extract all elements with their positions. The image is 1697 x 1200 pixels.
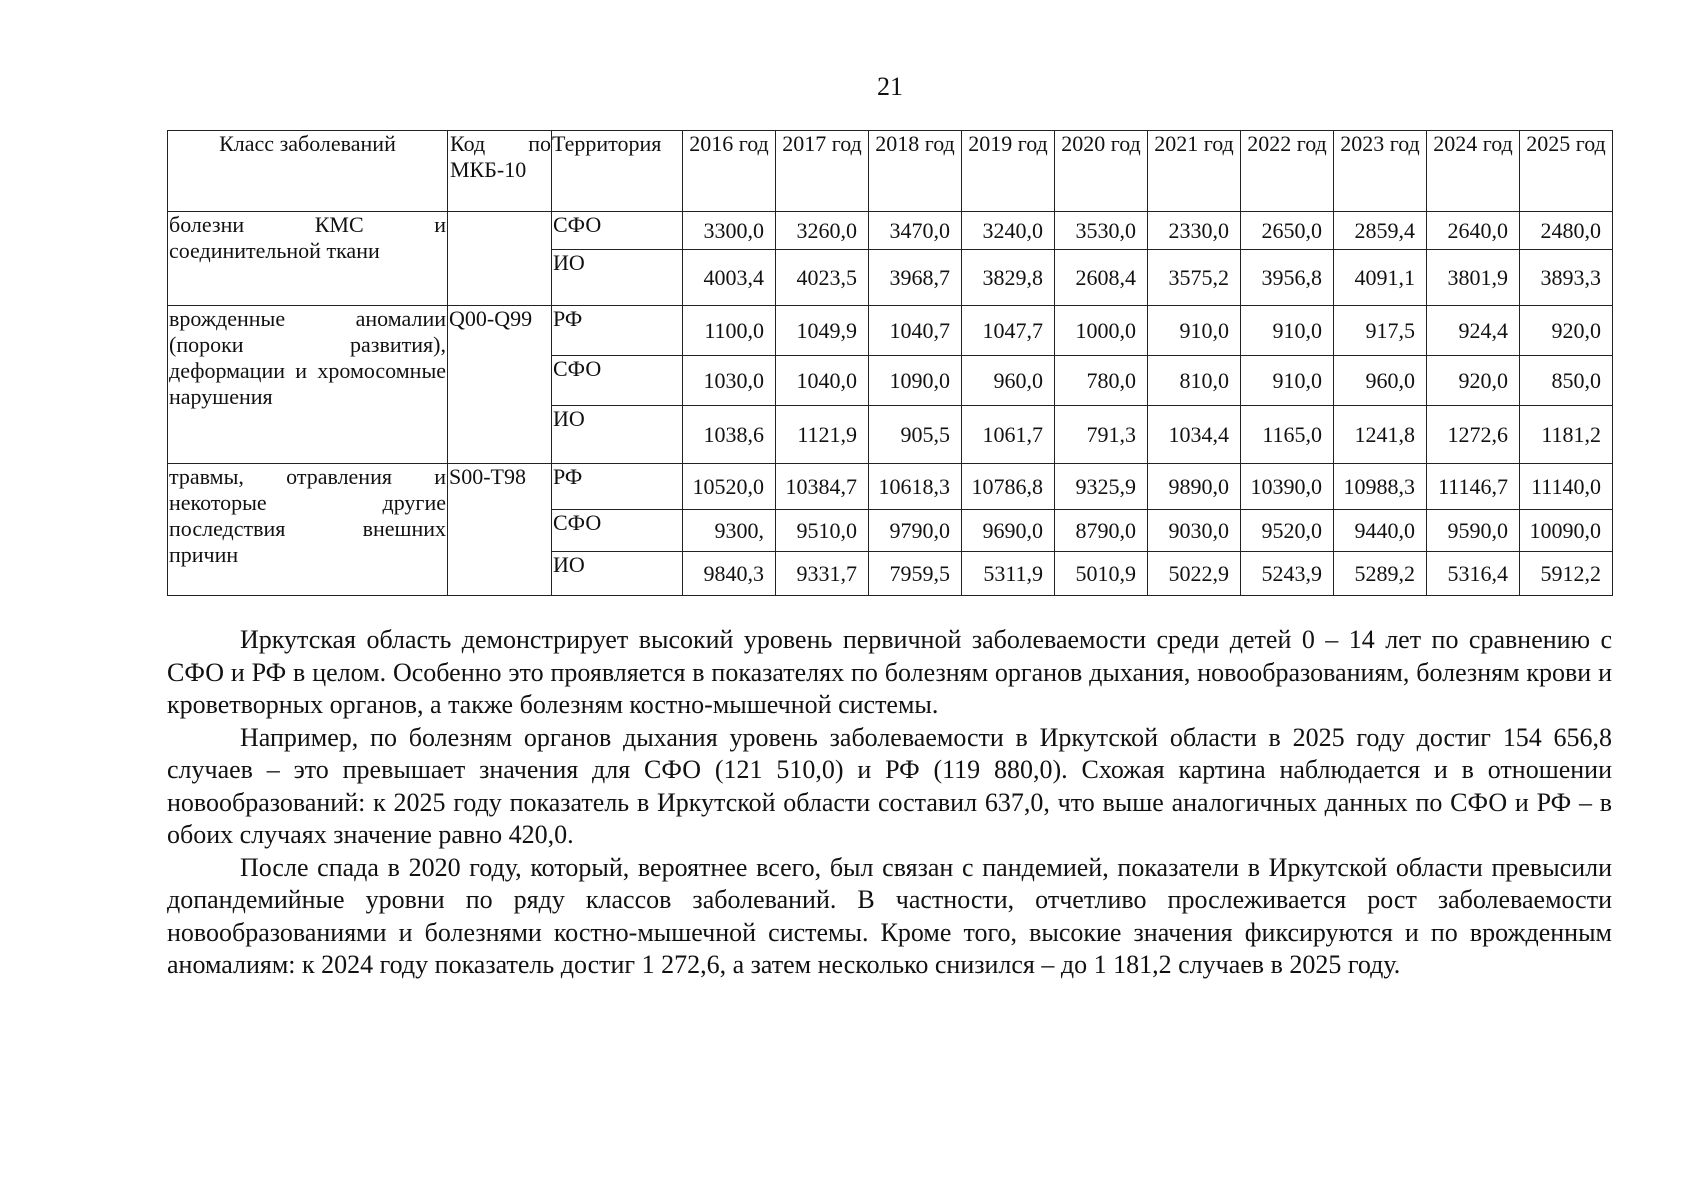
value-cell: 3530,0 [1055,212,1148,250]
value-cell: 9890,0 [1148,464,1241,510]
value-cell: 3260,0 [776,212,869,250]
value-cell: 924,4 [1427,306,1520,356]
territory-cell: РФ [552,464,683,510]
value-cell: 917,5 [1334,306,1427,356]
value-cell: 791,3 [1055,406,1148,464]
value-cell: 1100,0 [683,306,776,356]
value-cell: 920,0 [1520,306,1613,356]
value-cell: 3300,0 [683,212,776,250]
header-year: 2017 год [776,131,869,212]
header-year: 2025 год [1520,131,1613,212]
value-cell: 4023,5 [776,250,869,306]
value-cell: 10786,8 [962,464,1055,510]
value-cell: 5022,9 [1148,552,1241,596]
value-cell: 1030,0 [683,356,776,406]
value-cell: 1034,4 [1148,406,1241,464]
value-cell: 5316,4 [1427,552,1520,596]
body-text [167,624,1612,982]
value-cell: 1040,7 [869,306,962,356]
value-cell: 850,0 [1520,356,1613,406]
value-cell: 3575,2 [1148,250,1241,306]
value-cell: 9325,9 [1055,464,1148,510]
value-cell: 11140,0 [1520,464,1613,510]
value-cell: 10520,0 [683,464,776,510]
value-cell: 780,0 [1055,356,1148,406]
value-cell: 10384,7 [776,464,869,510]
header-year: 2019 год [962,131,1055,212]
value-cell: 10988,3 [1334,464,1427,510]
value-cell: 905,5 [869,406,962,464]
territory-cell: ИО [552,552,683,596]
paragraph: После спада в 2020 году, который, вероятнее всего, был связан с пандемией, показатели в Иркутской области превысили допандемийные уровни по ряду классов заболеваний. В частности, отчетливо прослеживается рост заболеваемости новообразованиями и болезнями костно-мышечной системы. Кроме того, высокие значения фиксируются и по врожденным аномалиям: к 2024 году показатель достиг 1 272,6, а затем несколько снизился – до 1 181,2 случаев в 2025 году. [167,852,1612,979]
icd-code-cell: S00-T98 [448,464,552,596]
table-row [168,306,1613,356]
header-year: 2021 год [1148,131,1241,212]
header-code: Код по МКБ-10 [448,131,552,212]
value-cell: 1049,9 [776,306,869,356]
header-year: 2020 год [1055,131,1148,212]
value-cell: 1181,2 [1520,406,1613,464]
value-cell: 910,0 [1241,356,1334,406]
value-cell: 920,0 [1427,356,1520,406]
value-cell: 9790,0 [869,510,962,552]
table-row [168,464,1613,510]
value-cell: 11146,7 [1427,464,1520,510]
value-cell: 3968,7 [869,250,962,306]
territory-cell: СФО [552,510,683,552]
value-cell: 1241,8 [1334,406,1427,464]
value-cell: 1047,7 [962,306,1055,356]
value-cell: 910,0 [1148,306,1241,356]
value-cell: 4091,1 [1334,250,1427,306]
value-cell: 9510,0 [776,510,869,552]
paragraph: Иркутская область демонстрирует высокий уровень первичной заболеваемости среди детей 0 – 14 лет по сравнению с СФО и РФ в целом. Особенно это проявляется в показателях по болезням органов дыхания, новообразованиям, болезням крови и кроветворных органов, а также болезням костно-мышечной системы. [167,625,1612,719]
value-cell: 1040,0 [776,356,869,406]
value-cell: 2608,4 [1055,250,1148,306]
value-cell: 910,0 [1241,306,1334,356]
value-cell: 3893,3 [1520,250,1613,306]
value-cell: 9440,0 [1334,510,1427,552]
header-class: Класс заболеваний [168,131,448,212]
value-cell: 9690,0 [962,510,1055,552]
value-cell: 7959,5 [869,552,962,596]
value-cell: 10390,0 [1241,464,1334,510]
header-territory: Территория [552,131,683,212]
value-cell: 9590,0 [1427,510,1520,552]
value-cell: 2640,0 [1427,212,1520,250]
value-cell: 3829,8 [962,250,1055,306]
value-cell: 3470,0 [869,212,962,250]
value-cell: 1090,0 [869,356,962,406]
disease-class-cell: болезни КМС и соединительной ткани [168,212,448,306]
value-cell: 1038,6 [683,406,776,464]
morbidity-table [167,130,1613,596]
table-body [168,212,1613,596]
territory-cell: ИО [552,406,683,464]
value-cell: 2480,0 [1520,212,1613,250]
value-cell: 5289,2 [1334,552,1427,596]
value-cell: 1000,0 [1055,306,1148,356]
value-cell: 5243,9 [1241,552,1334,596]
paragraph: Например, по болезням органов дыхания уровень заболеваемости в Иркутской области в 2025 году достиг 154 656,8 случаев – это превышает значения для СФО (121 510,0) и РФ (119 880,0). Схожая картина наблюдается и в отношении новообразований: к 2025 году показатель в Иркутской области составил 637,0, что выше аналогичных данных по СФО и РФ – в обоих случаях значение равно 420,0. [167,722,1612,849]
header-year: 2016 год [683,131,776,212]
territory-cell: РФ [552,306,683,356]
value-cell: 3956,8 [1241,250,1334,306]
disease-class-cell: травмы, отравления и некоторые другие последствия внешних причин [168,464,448,596]
table-header-row [168,131,1613,212]
value-cell: 2859,4 [1334,212,1427,250]
territory-cell: СФО [552,356,683,406]
value-cell: 960,0 [1334,356,1427,406]
value-cell: 5311,9 [962,552,1055,596]
header-year: 2024 год [1427,131,1520,212]
icd-code-cell [448,212,552,306]
value-cell: 9331,7 [776,552,869,596]
value-cell: 2330,0 [1148,212,1241,250]
table-row [168,212,1613,250]
territory-cell: СФО [552,212,683,250]
page-number: 21 [877,72,903,101]
value-cell: 4003,4 [683,250,776,306]
value-cell: 9300, [683,510,776,552]
value-cell: 9030,0 [1148,510,1241,552]
header-year: 2023 год [1334,131,1427,212]
value-cell: 3240,0 [962,212,1055,250]
value-cell: 960,0 [962,356,1055,406]
value-cell: 2650,0 [1241,212,1334,250]
value-cell: 1272,6 [1427,406,1520,464]
value-cell: 10618,3 [869,464,962,510]
disease-class-cell: врожденные аномалии (пороки развития), деформации и хромосомные нарушения [168,306,448,464]
value-cell: 8790,0 [1055,510,1148,552]
value-cell: 5912,2 [1520,552,1613,596]
icd-code-cell: Q00-Q99 [448,306,552,464]
value-cell: 810,0 [1148,356,1241,406]
header-year: 2022 год [1241,131,1334,212]
value-cell: 1121,9 [776,406,869,464]
header-year: 2018 год [869,131,962,212]
value-cell: 10090,0 [1520,510,1613,552]
value-cell: 3801,9 [1427,250,1520,306]
value-cell: 9520,0 [1241,510,1334,552]
value-cell: 1165,0 [1241,406,1334,464]
value-cell: 9840,3 [683,552,776,596]
value-cell: 1061,7 [962,406,1055,464]
value-cell: 5010,9 [1055,552,1148,596]
territory-cell: ИО [552,250,683,306]
